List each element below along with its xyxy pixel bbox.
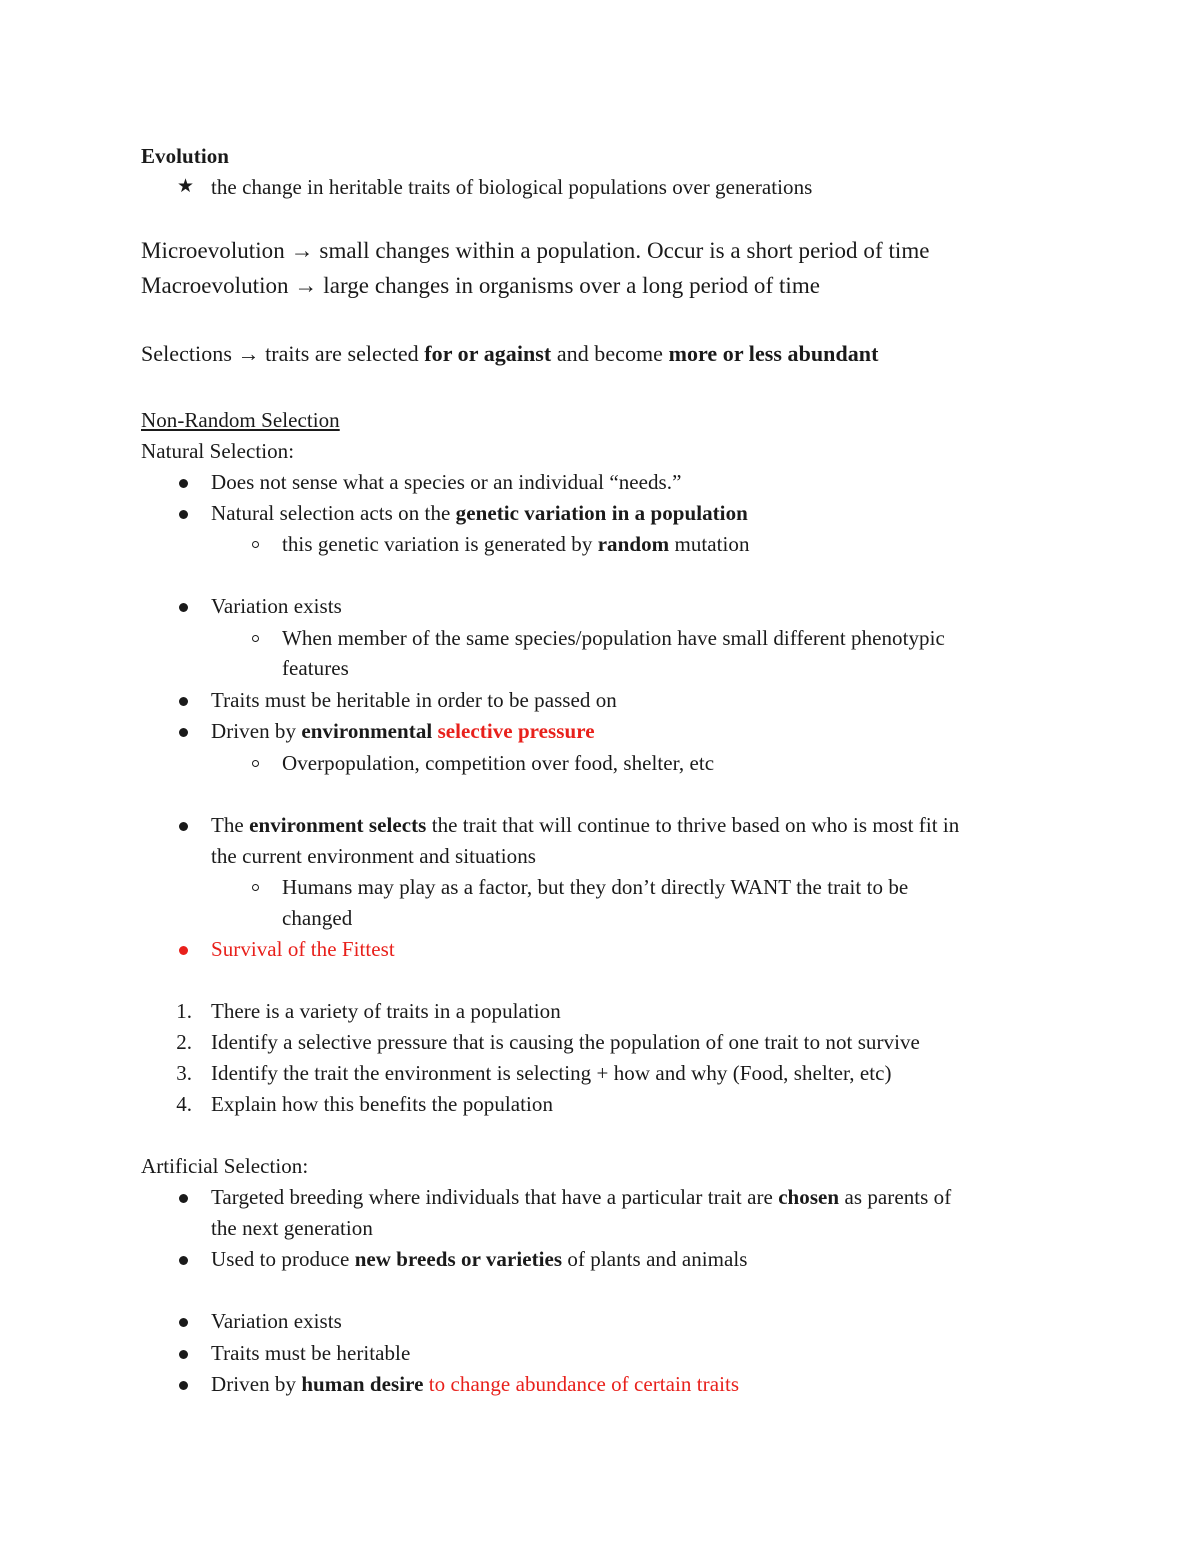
ns-bullet-2-b: genetic variation in a population xyxy=(455,501,748,525)
bullet-dot xyxy=(179,1350,188,1359)
ns-bullet-2-a: Natural selection acts on the xyxy=(211,501,456,525)
step-text: Explain how this benefits the population xyxy=(211,1092,554,1116)
selections-text-b: for or against xyxy=(424,341,552,366)
ns-sub-2-line-1: When member of the same species/population have small different phenotypic xyxy=(282,626,945,650)
sub-bullet-ring xyxy=(252,635,259,642)
bullet-dot xyxy=(179,1256,188,1265)
ns-bullet-6-a: The xyxy=(211,813,250,837)
ns-bullet-5-b: environmental xyxy=(301,719,433,743)
bullet-dot xyxy=(179,822,188,831)
ns-sub-4-line-1: Humans may play as a factor, but they don’t directly WANT the trait to be xyxy=(282,875,909,899)
bullet-dot xyxy=(179,510,188,519)
as-bullet-2-c: of plants and animals xyxy=(562,1247,748,1271)
as-bullet-5-c: to change abundance of certain traits xyxy=(423,1372,740,1396)
natural-selection-heading: Natural Selection: xyxy=(141,439,295,463)
doc-title: Evolution xyxy=(141,144,229,168)
step-text: Identify a selective pressure that is causing the population of one trait to not survive xyxy=(211,1030,920,1054)
ns-sub-1-b: random xyxy=(597,532,670,556)
as-bullet-5-b: human desire xyxy=(301,1372,424,1396)
ns-bullet-2 xyxy=(211,499,748,527)
step-text: Identify the trait the environment is selecting + how and why (Food, shelter, etc) xyxy=(211,1061,892,1085)
selections-text-a: Selections → traits are selected xyxy=(141,341,425,366)
microevolution-line: Microevolution → small changes within a population. Occur is a short period of time xyxy=(141,238,930,263)
ns-sub-4-line-2: changed xyxy=(282,906,353,930)
sub-bullet-ring xyxy=(252,760,259,767)
bullet-dot xyxy=(179,697,188,706)
ns-sub-1-a: this genetic variation is generated by xyxy=(282,532,598,556)
sub-bullet-ring xyxy=(252,884,259,891)
bullet-dot xyxy=(179,728,188,737)
bullet-dot xyxy=(179,1318,188,1327)
bullet-dot xyxy=(179,1194,188,1203)
ns-bullet-5-c: selective pressure xyxy=(437,719,595,743)
as-bullet-3: Variation exists xyxy=(211,1309,342,1333)
as-bullet-5-a: Driven by xyxy=(211,1372,302,1396)
nonrandom-heading: Non-Random Selection xyxy=(141,408,340,432)
definition-text: the change in heritable traits of biological populations over generations xyxy=(211,175,813,199)
ns-bullet-6-line-1 xyxy=(211,811,959,839)
step-number: 3. xyxy=(176,1061,192,1085)
ns-sub-1 xyxy=(282,530,750,558)
bullet-dot xyxy=(179,479,188,488)
as-bullet-1-b: chosen xyxy=(778,1185,840,1209)
star-icon: ★ xyxy=(177,176,195,197)
selections-line xyxy=(141,340,878,368)
as-bullet-1-a: Targeted breeding where individuals that have a particular trait are xyxy=(211,1185,779,1209)
step-number: 1. xyxy=(176,999,192,1023)
ns-bullet-6-line-2: the current environment and situations xyxy=(211,844,536,868)
macroevolution-line: Macroevolution → large changes in organisms over a long period of time xyxy=(141,273,821,298)
artificial-selection-heading: Artificial Selection: xyxy=(141,1154,309,1178)
bullet-dot-red xyxy=(179,946,188,955)
as-bullet-2-b: new breeds or varieties xyxy=(354,1247,563,1271)
sub-bullet-ring xyxy=(252,541,259,548)
ns-bullet-6-c: the trait that will continue to thrive based on who is most fit in xyxy=(426,813,960,837)
ns-bullet-5-a: Driven by xyxy=(211,719,302,743)
step-number: 4. xyxy=(176,1092,192,1116)
ns-sub-1-c: mutation xyxy=(669,532,750,556)
ns-bullet-5 xyxy=(211,717,595,745)
step-text: There is a variety of traits in a population xyxy=(211,999,561,1023)
selections-text-d: more or less abundant xyxy=(668,341,879,366)
selections-text-c: and become xyxy=(551,341,669,366)
as-bullet-2-a: Used to produce xyxy=(211,1247,355,1271)
ns-bullet-7: Survival of the Fittest xyxy=(211,937,395,961)
ns-bullet-6-b: environment selects xyxy=(249,813,427,837)
ns-sub-3: Overpopulation, competition over food, shelter, etc xyxy=(282,751,715,775)
as-bullet-5 xyxy=(211,1370,739,1398)
bullet-dot xyxy=(179,603,188,612)
as-bullet-1-c: as parents of xyxy=(839,1185,952,1209)
as-bullet-4: Traits must be heritable xyxy=(211,1341,411,1365)
ns-bullet-4: Traits must be heritable in order to be passed on xyxy=(211,688,617,712)
as-bullet-2 xyxy=(211,1245,748,1273)
as-bullet-1-line-2: the next generation xyxy=(211,1216,373,1240)
ns-bullet-3: Variation exists xyxy=(211,594,342,618)
ns-sub-2-line-2: features xyxy=(282,656,349,680)
step-number: 2. xyxy=(176,1030,192,1054)
ns-bullet-1: Does not sense what a species or an individual “needs.” xyxy=(211,470,682,494)
bullet-dot xyxy=(179,1381,188,1390)
as-bullet-1-line-1 xyxy=(211,1183,951,1211)
